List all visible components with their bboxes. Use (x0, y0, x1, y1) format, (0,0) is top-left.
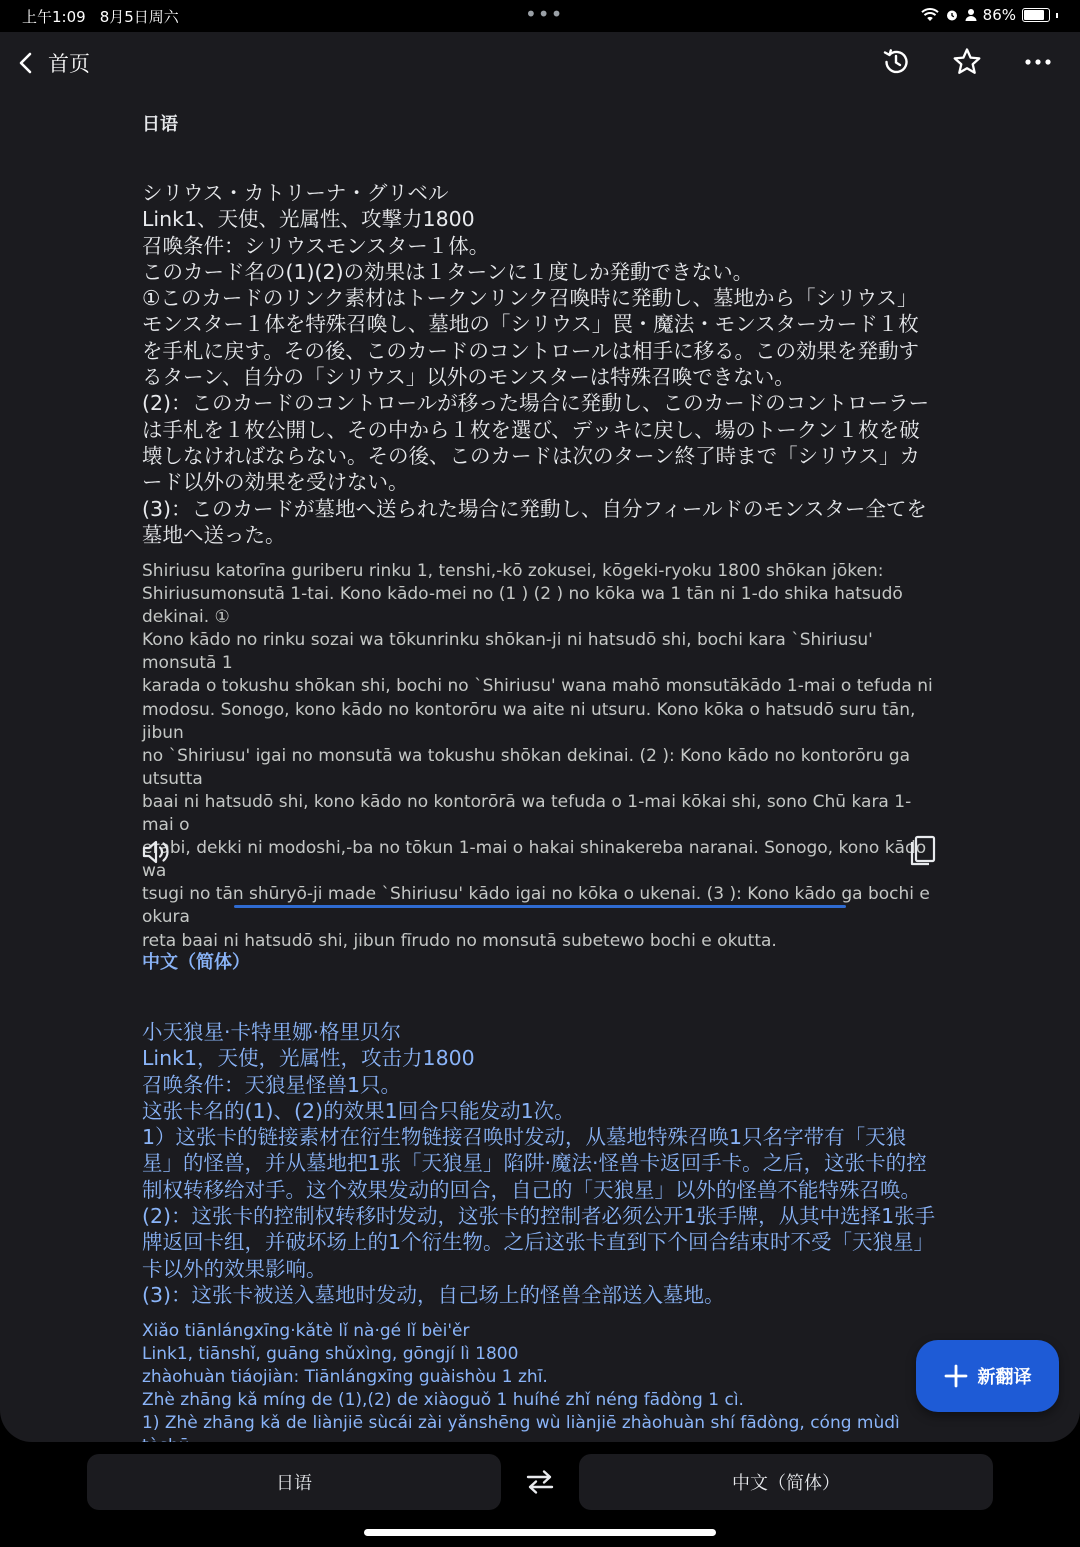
new-translation-button[interactable] (916, 1340, 1059, 1412)
source-language-label: 日语 (142, 114, 178, 135)
swap-arrows-icon (524, 1468, 556, 1496)
target-romanization: Xiǎo tiānlángxīng·kǎtè lǐ nà·gé lǐ bèi'ěr Link1, tiānshǐ, guāng shǔxìng, gōngjí lì 1800 zhàohuàn tiáojiàn: Tiānlángxīng guàishòu 1 zhī. Zhè zhāng kǎ míng de (1),(2) de xiàoguǒ 1 huíhé zhǐ néng fādòng 1 cì. 1) Zhè zhāng kǎ de liànjiē sùcái zài yǎnshēng wù liànjiē zhàohuàn shí fādòng, cóng mùdì (142, 1321, 900, 1434)
target-text-block (142, 1019, 942, 1308)
target-language-button[interactable] (579, 1454, 993, 1510)
more-button[interactable] (1022, 46, 1054, 78)
star-button[interactable] (951, 46, 983, 78)
copy-icon (909, 835, 937, 867)
multitask-dots[interactable]: ••• (525, 2, 564, 26)
home-indicator[interactable] (364, 1529, 716, 1536)
status-right (921, 6, 1058, 24)
swap-languages-button[interactable] (524, 1468, 556, 1496)
copy-button[interactable] (909, 835, 937, 867)
battery-icon (1022, 8, 1050, 22)
alarm-icon (945, 8, 959, 22)
new-translation-label: 新翻译 (977, 1367, 1032, 1388)
more-horizontal-icon (1022, 46, 1054, 78)
chevron-left-icon (14, 51, 38, 75)
back-button[interactable] (14, 48, 90, 78)
star-icon (951, 46, 983, 78)
history-icon (880, 46, 912, 78)
wifi-icon (921, 8, 939, 22)
translation-card (0, 32, 1080, 1442)
status-date: 8月5日周六 (99, 8, 179, 26)
history-button[interactable] (880, 46, 912, 78)
source-text-block (142, 180, 942, 548)
battery-tip (1056, 13, 1058, 18)
source-romanization-block (142, 560, 942, 953)
speaker-icon (141, 837, 171, 867)
bottom-language-bar (0, 1442, 1080, 1547)
back-label: 首页 (48, 52, 90, 76)
source-text[interactable]: シリウス・カトリーナ・グリベル Link1、天使、光属性、攻撃力1800 召喚条件：シリウスモンスター１体。 このカード名の(1)(2)の効果は１ターンに１度しか発動できない。 ①このカードのリンク素材はトークンリンク召喚時に発動し、墓地から「シリウス」 モンスター１体を特殊召喚し、墓地の「シリウス」罠・魔法・モンスターカード１枚 を手札に戻す。その後、このカードのコントロールは相手に移る。この効果を発動す るターン、自分の「シリウス」以外のモンスターは特殊召喚できない。 (2)：このカードのコントロールが移った場合に発動し、このカードのコントローラー は手札を１枚公開し、その中から１枚を選び、デッキに戻し、場のトークン１枚を破 壊しなければならない。その後、このカードは次のターン終了時まで「シリウス」カ ード以外の効果を受けない。 (3)：このカードが墓地へ送られた場合に発動し、自分フィールドのモンスター全てを 墓地へ送った。 (142, 181, 930, 547)
target-language-label: 中文（简体） (142, 952, 250, 973)
status-left (22, 6, 193, 27)
person-icon (965, 8, 977, 22)
plus-icon (944, 1364, 968, 1388)
battery-fill (1024, 10, 1044, 20)
target-language-button-label: 中文（简体） (732, 1473, 840, 1494)
target-text[interactable]: 小天狼星·卡特里娜·格里贝尔 Link1，天使，光属性，攻击力1800 召唤条件：天狼星怪兽1只。 这张卡名的(1)、(2)的效果1回合只能发动1次。 1）这张卡的链接素材在衍生物链接召唤时发动，从墓地特殊召唤1只名字带有「天狼 星」的怪兽，并从墓地把1张「天狼星」陷阱·魔法·怪兽卡返回手卡。之后，这张卡的控 制权转移给对手。这个效果发动的回合，自己的「天狼星」以外的怪兽不能特殊召唤。 (2)：这张卡的控制权转移时发动，这张卡的控制者必须公开1张手牌，从其中选择1张手 牌返回卡组，并破坏场上的1个衍生物。之后这张卡直到下个回合结束时不受「天狼星」 卡以外的效果影响。 (3)：这张卡被送入墓地时发动，自己场上的怪兽全部送入墓地。 (142, 1020, 936, 1307)
source-romanization: Shiriusu katorīna guriberu rinku 1, tenshi,-kō zokusei, kōgeki-ryoku 1800 shōkan jōken: Shiriusumonsutā 1-tai. Kono kādo-mei no (1 ) (2 ) no kōka wa 1 tān ni 1-do shika hatsudō dekinai. ① Kono kādo no rinku sozai wa tōkunrinku shōkan-ji ni hatsudō shi, bochi kara `Shiriusu' monsutā 1 karada o tokushu shōkan shi, bochi no `Shiriusu' wana mahō monsutākādo 1-mai o tefuda ni modosu. Sonogo, kono kādo no kontorōru wa aite ni utsuru. Kono kōka o hatsudō suru tān, jibun no `Shiriusu' igai no monsutā wa tokushu shōkan dekinai. (2 ): Kono kādo no kontorōru ga utsutta baai ni hatsudō shi, kono kādo no kontorōrā wa tefuda o 1-mai kōkai shi, sono Chū kara 1-mai o erabi, dekki ni modoshi,-ba no tōkun 1-mai o hakai shinakereba naranai. Sonogo, kono kādo wa tsugi no tān shūryō-ji made `Shiriusu' kādo igai no kōka o ukenai. (3 ): Kono kādo ga bochi e okura reta baai ni hatsudō shi, jibun fīrudo no monsutā subetewo bochi e okutta. (142, 561, 933, 951)
source-section (142, 110, 942, 136)
top-bar (0, 32, 1080, 96)
battery-percent: 86% (982, 6, 1016, 24)
listen-button[interactable] (141, 837, 171, 867)
target-romanization-block (142, 1320, 942, 1459)
target-section (142, 948, 942, 974)
source-language-button[interactable] (87, 1454, 501, 1510)
source-language-button-label: 日语 (276, 1473, 312, 1494)
status-time: 上午1:09 (22, 8, 86, 26)
section-divider (234, 905, 846, 908)
status-bar (0, 0, 1080, 32)
